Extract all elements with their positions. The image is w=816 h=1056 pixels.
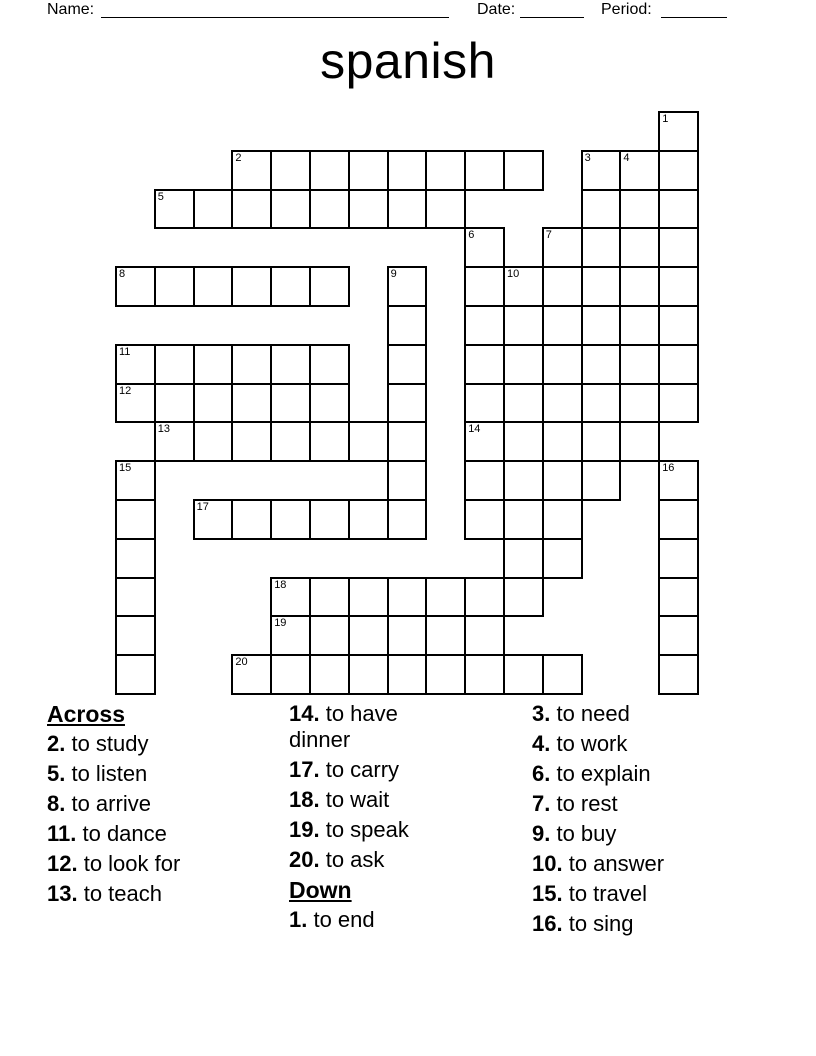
grid-cell[interactable] xyxy=(464,577,505,618)
grid-cell[interactable] xyxy=(503,266,544,307)
grid-cell[interactable] xyxy=(464,150,505,191)
clue-item: 3. to need xyxy=(532,701,630,726)
grid-cell[interactable] xyxy=(231,499,272,540)
grid-cell[interactable] xyxy=(309,499,350,540)
grid-cell[interactable] xyxy=(542,344,583,385)
grid-cell[interactable] xyxy=(270,654,311,695)
grid-cell[interactable] xyxy=(387,421,428,462)
grid-cell[interactable] xyxy=(348,577,389,618)
grid-clue-number: 3 xyxy=(584,151,591,164)
grid-clue-number: 7 xyxy=(545,229,552,242)
grid-cell[interactable] xyxy=(309,577,350,618)
grid-cell[interactable] xyxy=(231,383,272,424)
puzzle-title: spanish xyxy=(320,33,496,89)
grid-cell[interactable] xyxy=(658,383,699,424)
grid-cell[interactable] xyxy=(115,383,156,424)
grid-cell[interactable] xyxy=(503,577,544,618)
grid-cell[interactable] xyxy=(193,499,234,540)
clue-item: 19. to speak xyxy=(289,817,409,842)
grid-cell[interactable] xyxy=(464,654,505,695)
grid-cell[interactable] xyxy=(309,150,350,191)
grid-clue-number: 5 xyxy=(157,190,164,203)
grid-cell[interactable] xyxy=(231,344,272,385)
grid-cell[interactable] xyxy=(154,266,195,307)
clue-list-number: 11. xyxy=(47,821,77,846)
grid-cell[interactable] xyxy=(348,421,389,462)
grid-cell[interactable] xyxy=(542,460,583,501)
grid-cell[interactable] xyxy=(464,499,505,540)
clue-list-number: 10. xyxy=(532,851,563,876)
grid-cell[interactable] xyxy=(115,577,156,618)
grid-cell[interactable] xyxy=(348,654,389,695)
grid-cell[interactable] xyxy=(542,421,583,462)
clue-list-number: 17. xyxy=(289,757,320,782)
grid-cell[interactable] xyxy=(658,227,699,268)
grid-cell[interactable] xyxy=(154,189,195,230)
clue-item: 13. to teach xyxy=(47,881,162,906)
grid-cell[interactable] xyxy=(542,654,583,695)
grid-cell[interactable] xyxy=(193,383,234,424)
grid-cell[interactable] xyxy=(503,150,544,191)
grid-cell[interactable] xyxy=(581,344,622,385)
grid-cell[interactable] xyxy=(658,111,699,152)
grid-cell[interactable] xyxy=(270,383,311,424)
grid-cell[interactable] xyxy=(231,150,272,191)
clue-item: 16. to sing xyxy=(532,911,634,936)
grid-cell[interactable] xyxy=(270,189,311,230)
grid-cell[interactable] xyxy=(658,538,699,579)
grid-cell[interactable] xyxy=(464,421,505,462)
grid-cell[interactable] xyxy=(387,266,428,307)
grid-clue-number: 11 xyxy=(119,345,131,358)
grid-clue-number: 4 xyxy=(623,151,630,164)
grid-cell[interactable] xyxy=(542,499,583,540)
grid-cell[interactable] xyxy=(115,499,156,540)
grid-cell[interactable] xyxy=(387,499,428,540)
grid-cell[interactable] xyxy=(115,266,156,307)
grid-clue-number: 10 xyxy=(507,268,520,281)
down-heading: Down xyxy=(289,877,352,903)
grid-cell[interactable] xyxy=(425,654,466,695)
clue-list-number: 16. xyxy=(532,911,563,936)
grid-cell[interactable] xyxy=(658,266,699,307)
grid-cell[interactable] xyxy=(231,189,272,230)
clue-list-number: 18. xyxy=(289,787,320,812)
grid-cell[interactable] xyxy=(619,383,660,424)
grid-cell[interactable] xyxy=(503,305,544,346)
clue-list-number: 15. xyxy=(532,881,563,906)
grid-cell[interactable] xyxy=(309,344,350,385)
clue-item: 9. to buy xyxy=(532,821,617,846)
grid-cell[interactable] xyxy=(503,460,544,501)
grid-cell[interactable] xyxy=(581,189,622,230)
grid-cell[interactable] xyxy=(619,266,660,307)
grid-cell[interactable] xyxy=(581,421,622,462)
grid-cell[interactable] xyxy=(464,227,505,268)
grid-cell[interactable] xyxy=(270,615,311,656)
clue-list-number: 5. xyxy=(47,761,66,786)
grid-cell[interactable] xyxy=(231,266,272,307)
grid-cell[interactable] xyxy=(503,654,544,695)
grid-cell[interactable] xyxy=(503,383,544,424)
clue-list-number: 8. xyxy=(47,791,66,816)
grid-cell[interactable] xyxy=(464,615,505,656)
grid-cell[interactable] xyxy=(464,305,505,346)
grid-cell[interactable] xyxy=(619,421,660,462)
grid-cell[interactable] xyxy=(387,383,428,424)
grid-cell[interactable] xyxy=(542,305,583,346)
grid-cell[interactable] xyxy=(348,615,389,656)
grid-cell[interactable] xyxy=(270,344,311,385)
clue-item: 4. to work xyxy=(532,731,628,756)
date-label: Date: xyxy=(477,1,516,18)
grid-cell[interactable] xyxy=(658,577,699,618)
grid-cell[interactable] xyxy=(309,615,350,656)
clue-list-number: 12. xyxy=(47,851,78,876)
grid-cell[interactable] xyxy=(193,421,234,462)
grid-cell[interactable] xyxy=(619,344,660,385)
grid-cell[interactable] xyxy=(425,615,466,656)
grid-cell[interactable] xyxy=(309,266,350,307)
clue-list-number: 13. xyxy=(47,881,78,906)
clue-item: 5. to listen xyxy=(47,761,148,786)
grid-cell[interactable] xyxy=(658,654,699,695)
grid-cell[interactable] xyxy=(348,189,389,230)
clue-item: 15. to travel xyxy=(532,881,647,906)
grid-cell[interactable] xyxy=(193,189,234,230)
grid-cell[interactable] xyxy=(503,421,544,462)
grid-cell[interactable] xyxy=(193,266,234,307)
clue-list-number: 3. xyxy=(532,701,551,726)
grid-cell[interactable] xyxy=(270,266,311,307)
clue-item: 2. to study xyxy=(47,731,149,756)
grid-clue-number: 12 xyxy=(119,384,132,397)
grid-cell[interactable] xyxy=(425,189,466,230)
grid-cell[interactable] xyxy=(387,577,428,618)
grid-cell[interactable] xyxy=(658,460,699,501)
grid-cell[interactable] xyxy=(542,538,583,579)
grid-cell[interactable] xyxy=(542,383,583,424)
clue-item: 11. to dance xyxy=(47,821,167,846)
grid-cell[interactable] xyxy=(154,383,195,424)
grid-clue-number: 18 xyxy=(274,578,287,591)
clue-list-number: 7. xyxy=(532,791,551,816)
across-heading: Across xyxy=(47,701,125,727)
grid-cell[interactable] xyxy=(270,499,311,540)
clue-item: 18. to wait xyxy=(289,787,390,812)
clue-list-number: 14. xyxy=(289,701,320,726)
clue-item: 1. to end xyxy=(289,907,375,932)
clue-list-number: 6. xyxy=(532,761,551,786)
grid-cell[interactable] xyxy=(503,538,544,579)
name-label: Name: xyxy=(47,1,95,18)
grid-cell[interactable] xyxy=(115,654,156,695)
grid-cell[interactable] xyxy=(581,266,622,307)
grid-cell[interactable] xyxy=(542,266,583,307)
clue-column-left xyxy=(47,701,282,911)
clue-item: 6. to explain xyxy=(532,761,651,786)
grid-cell[interactable] xyxy=(387,460,428,501)
grid-cell[interactable] xyxy=(425,577,466,618)
grid-cell[interactable] xyxy=(464,266,505,307)
grid-cell[interactable] xyxy=(231,654,272,695)
clue-column-middle xyxy=(289,701,447,937)
grid-cell[interactable] xyxy=(658,305,699,346)
clue-list-number: 19. xyxy=(289,817,320,842)
grid-cell[interactable] xyxy=(619,150,660,191)
grid-clue-number: 13 xyxy=(157,423,171,436)
grid-cell[interactable] xyxy=(270,421,311,462)
grid-cell[interactable] xyxy=(658,615,699,656)
grid-clue-number: 20 xyxy=(235,656,248,669)
grid-cell[interactable] xyxy=(348,499,389,540)
grid-cell[interactable] xyxy=(309,654,350,695)
grid-clue-number: 14 xyxy=(468,423,481,436)
grid-clue-number: 17 xyxy=(196,501,209,513)
grid-cell[interactable] xyxy=(464,344,505,385)
grid-cell[interactable] xyxy=(154,344,195,385)
grid-cell[interactable] xyxy=(503,344,544,385)
grid-clue-number: 6 xyxy=(468,229,475,242)
grid-cell[interactable] xyxy=(658,150,699,191)
grid-cell[interactable] xyxy=(581,227,622,268)
grid-clue-number: 2 xyxy=(235,151,242,164)
grid-clue-number: 8 xyxy=(119,268,126,281)
grid-clue-number: 9 xyxy=(390,268,397,281)
grid-cell[interactable] xyxy=(542,227,583,268)
clue-item: 7. to rest xyxy=(532,791,618,816)
clue-list-number: 1. xyxy=(289,907,308,932)
grid-cell[interactable] xyxy=(115,615,156,656)
grid-cell[interactable] xyxy=(619,227,660,268)
grid-cell[interactable] xyxy=(581,305,622,346)
grid-cell[interactable] xyxy=(658,499,699,540)
grid-cell[interactable] xyxy=(464,460,505,501)
clue-item: 20. to ask xyxy=(289,847,385,872)
grid-cell[interactable] xyxy=(464,383,505,424)
grid-cell[interactable] xyxy=(270,150,311,191)
clue-column-right xyxy=(532,701,794,941)
grid-cell[interactable] xyxy=(309,421,350,462)
grid-cell[interactable] xyxy=(425,150,466,191)
grid-cell[interactable] xyxy=(619,189,660,230)
clue-list-number: 9. xyxy=(532,821,551,846)
grid-cell[interactable] xyxy=(387,150,428,191)
grid-clue-number: 16 xyxy=(662,462,675,475)
grid-cell[interactable] xyxy=(193,344,234,385)
grid-cell[interactable] xyxy=(387,305,428,346)
grid-cell[interactable] xyxy=(387,654,428,695)
grid-cell[interactable] xyxy=(309,189,350,230)
grid-cell[interactable] xyxy=(231,421,272,462)
clue-item: 10. to answer xyxy=(532,851,665,876)
grid-cell[interactable] xyxy=(270,577,311,618)
grid-clue-number: 1 xyxy=(662,113,669,125)
grid-cell[interactable] xyxy=(309,383,350,424)
grid-cell[interactable] xyxy=(115,344,156,385)
grid-cell[interactable] xyxy=(658,344,699,385)
clue-item: 8. to arrive xyxy=(47,791,151,816)
grid-cell[interactable] xyxy=(581,383,622,424)
clue-list-number: 20. xyxy=(289,847,320,872)
grid-cell[interactable] xyxy=(115,460,156,501)
period-label: Period: xyxy=(601,1,652,18)
grid-cell[interactable] xyxy=(348,150,389,191)
clue-item: 14. to have dinner xyxy=(289,701,398,752)
grid-cell[interactable] xyxy=(619,305,660,346)
grid-cell[interactable] xyxy=(115,538,156,579)
grid-cell[interactable] xyxy=(581,150,622,191)
clue-list-number: 4. xyxy=(532,731,551,756)
clue-item: 17. to carry xyxy=(289,757,400,782)
grid-cell[interactable] xyxy=(581,460,622,501)
grid-cell[interactable] xyxy=(503,499,544,540)
clue-item: 12. to look for xyxy=(47,851,181,876)
grid-cell[interactable] xyxy=(387,344,428,385)
grid-cell[interactable] xyxy=(154,421,195,462)
grid-clue-number: 15 xyxy=(119,462,132,475)
grid-cell[interactable] xyxy=(387,189,428,230)
clue-list-number: 2. xyxy=(47,731,66,756)
grid-cell[interactable] xyxy=(387,615,428,656)
grid-cell[interactable] xyxy=(658,189,699,230)
grid-clue-number: 19 xyxy=(274,617,287,630)
